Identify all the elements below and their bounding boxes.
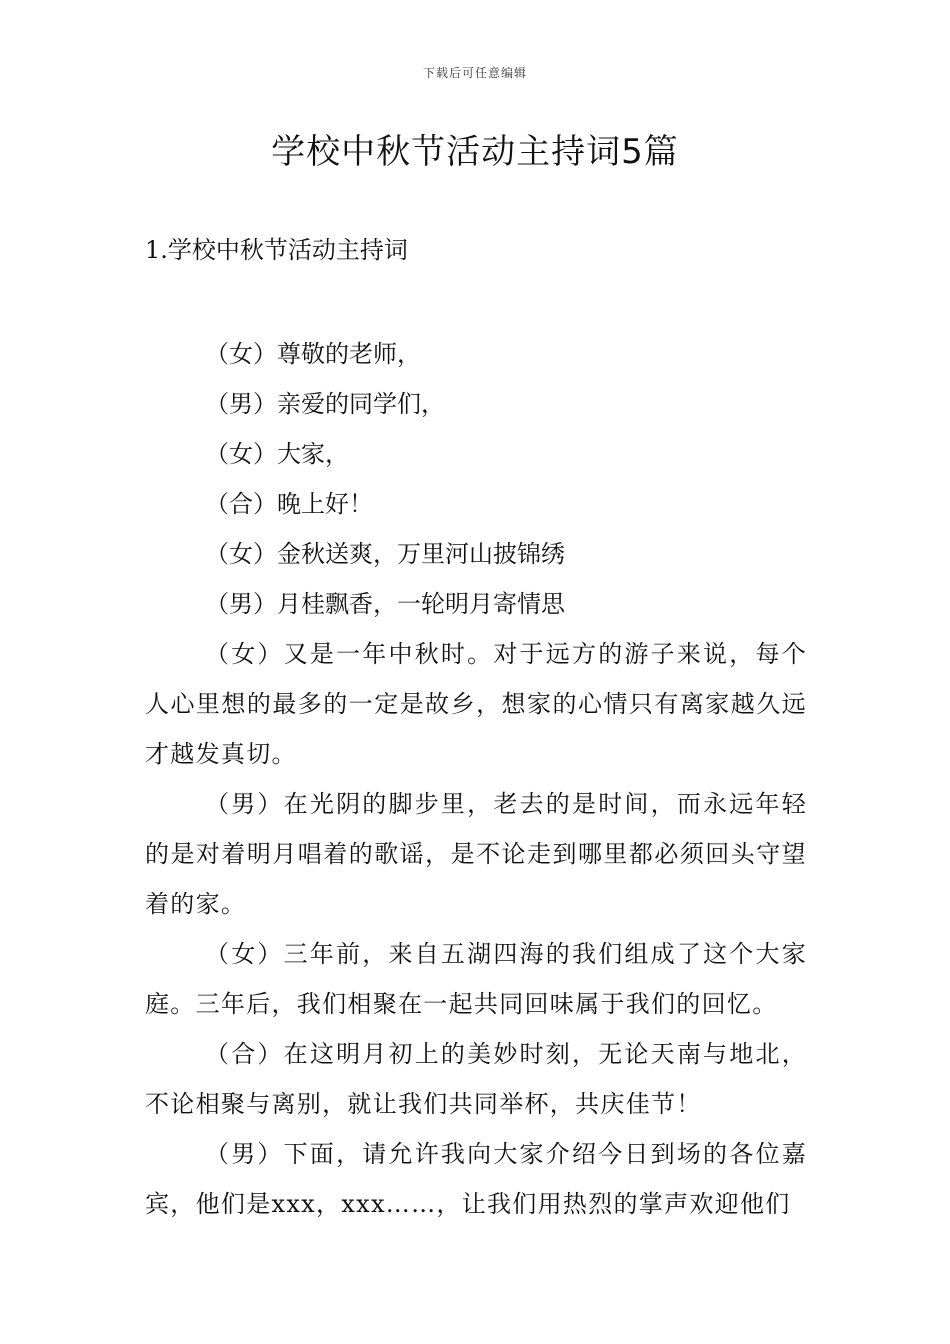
section-heading: 1.学校中秋节活动主持词	[145, 236, 408, 264]
dialogue-line: （女）尊敬的老师，	[205, 340, 421, 368]
dialogue-paragraph: （合）在这明月初上的美妙时刻，无论天南与地北，不论相聚与离别，就让我们共同举杯，共庆佳节！	[145, 1040, 807, 1118]
document-body	[145, 329, 807, 1229]
dialogue-line: （男）亲爱的同学们，	[205, 390, 445, 418]
dialogue-paragraph: （女）又是一年中秋时。对于远方的游子来说，每个人心里想的最多的一定是故乡，想家的心情只有离家越久远才越发真切。	[145, 640, 807, 768]
dialogue-line: （女）大家，	[205, 440, 349, 468]
dialogue-line: （女）金秋送爽，万里河山披锦绣	[205, 540, 565, 568]
dialogue-line: （男）月桂飘香，一轮明月寄情思	[205, 590, 565, 618]
dialogue-line: （合）晚上好！	[205, 490, 373, 518]
document-title: 学校中秋节活动主持词5篇	[271, 132, 679, 172]
dialogue-paragraph: （男）下面，请允许我向大家介绍今日到场的各位嘉宾，他们是xxx，xxx……，让我们用热烈的掌声欢迎他们	[145, 1140, 807, 1218]
dialogue-paragraph: （男）在光阴的脚步里，老去的是时间，而永远年轻的是对着明月唱着的歌谣，是不论走到哪里都必须回头守望着的家。	[145, 790, 807, 918]
header-note: 下载后可任意编辑	[422, 66, 527, 80]
dialogue-paragraph: （女）三年前，来自五湖四海的我们组成了这个大家庭。三年后，我们相聚在一起共同回味属于我们的回忆。	[145, 940, 807, 1018]
